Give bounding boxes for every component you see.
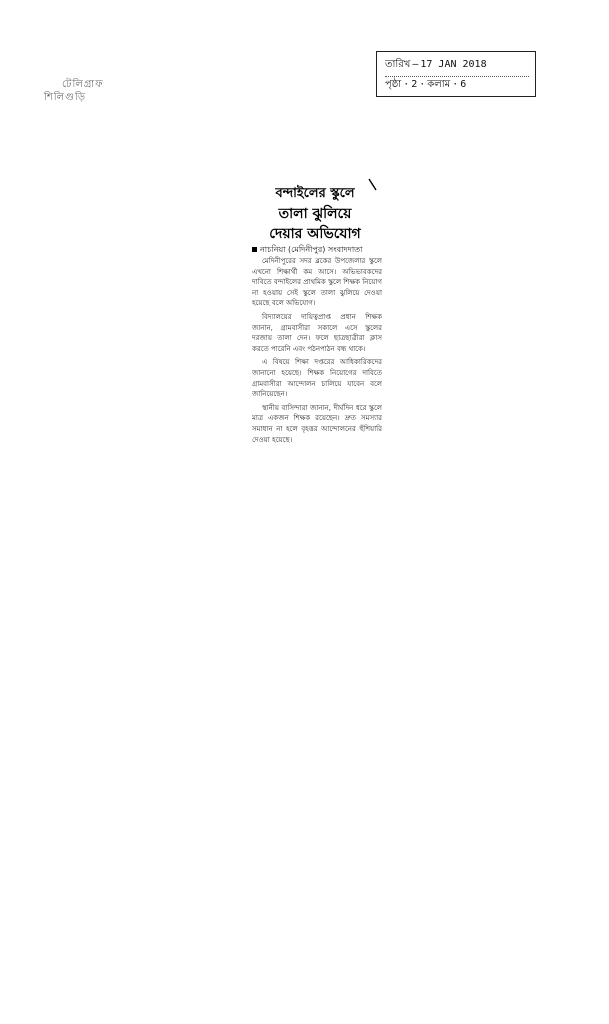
headline-line-1: বন্দাইলের স্কুলে [275, 186, 355, 201]
stamp-page-row: পৃষ্ঠা · 2 · কলাম · 6 [385, 76, 529, 93]
source-note-line1: টেলিগ্রাফ [62, 79, 104, 90]
article-headline [246, 184, 384, 244]
stamp-date-value: 17 JAN 2018 [420, 59, 487, 70]
stamp-column-value: 6 [460, 79, 467, 90]
newspaper-clipping [246, 172, 384, 588]
article-paragraph: বিদ্যালয়ের দায়িত্বপ্রাপ্ত প্রধান শিক্ষক জানান, গ্রামবাসীরা সকালে এসে স্কুলের দরজায় তালা দেন। ফলে ছাত্রছাত্রীরা ক্লাস করতে পারেনি এবং পঠনপাঠন বন্ধ থাকে। [252, 312, 382, 353]
article-paragraph: মেদিনীপুরের সদর ব্লকের উপজেলার স্কুলে এখনো শিক্ষার্থী কম আসে। অভিভাবকদের দাবিতে বন্দাইলের প্রাথমিক স্কুলে শিক্ষক নিয়োগ না হওয়ায় সেই স্কুলে তালা ঝুলিয়ে দেওয়া হয়েছে বলে অভিযোগ। [252, 257, 382, 308]
source-handwritten-note [44, 78, 164, 104]
headline-line-2: তালা ঝুলিয়ে [278, 206, 352, 222]
article-paragraph: এ বিষয়ে শিক্ষা দপ্তরের আধিকারিকদের জানানো হয়েছে। শিক্ষক নিয়োগের দাবিতে গ্রামবাসীরা আন্দোলন চালিয়ে যাবেন বলে জানিয়েছেন। [252, 358, 382, 399]
stamp-page-value: 2 [411, 79, 418, 90]
stamp-date-label: তারিখ [385, 59, 411, 70]
article-byline [252, 244, 382, 256]
article-paragraph: স্থানীয় বাসিন্দারা জানান, দীর্ঘদিন ধরে স্কুলে মাত্র একজন শিক্ষক রয়েছেন। দ্রুত সমস্যার সমাধান না হলে বৃহত্তর আন্দোলনের হুঁশিয়ারি দেওয়া হয়েছে। [252, 403, 382, 444]
source-note-line2: শিলিগুড়ি [44, 92, 86, 103]
date-page-stamp [376, 51, 536, 97]
bullet-square-icon [252, 247, 257, 252]
stamp-page-label: পৃষ্ঠা [385, 79, 402, 90]
article-body [252, 256, 382, 584]
stamp-date-row: তারিখ – 17 JAN 2018 [385, 59, 487, 70]
byline-text: নাচনিয়া (মেদিনীপুর) সংবাদদাতা [260, 245, 363, 254]
stamp-column-label: কলাম [427, 79, 451, 90]
headline-line-3: দেয়ার অভিযোগ [269, 226, 361, 242]
